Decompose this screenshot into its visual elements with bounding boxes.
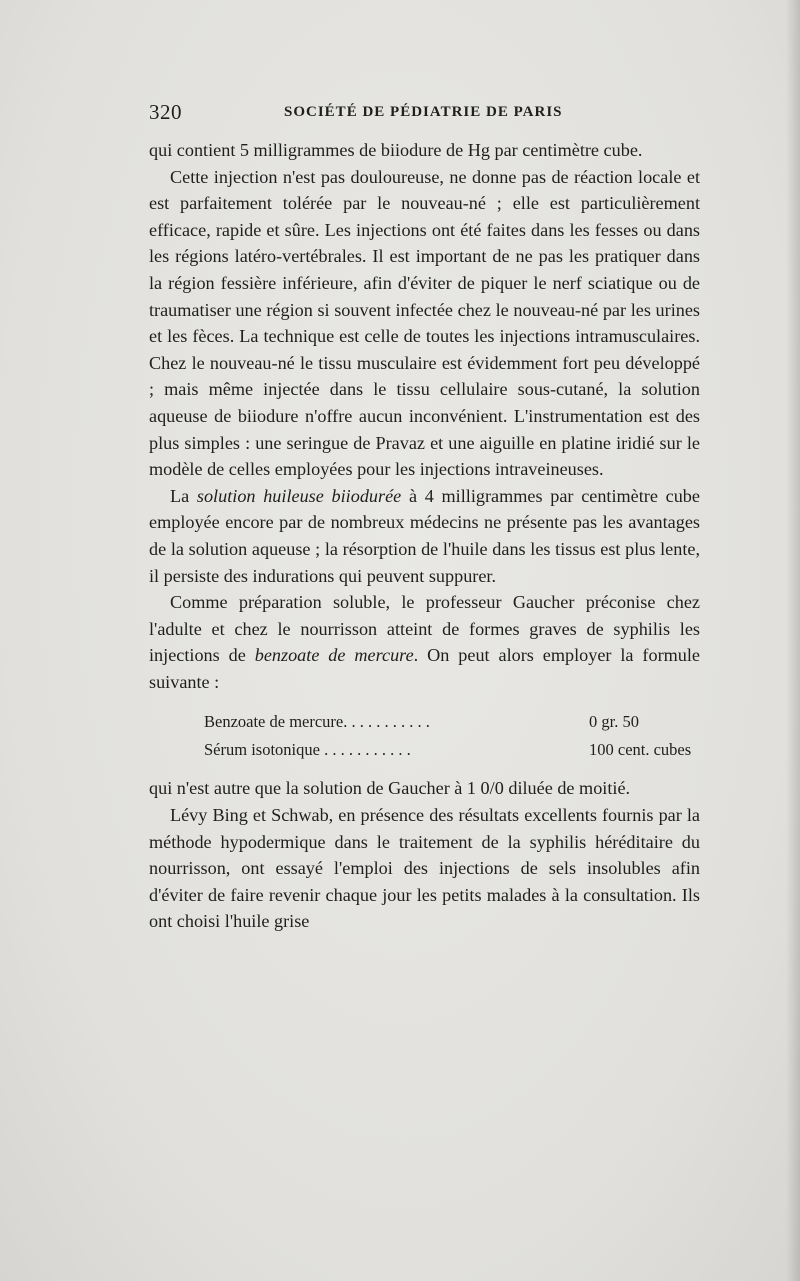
paragraph-3-end: à 4 milligrammes par centimètre cube employée encore par de nombreux médecins ne présente pas les avantages de la solution aqueuse ; la résorption de l'huile dans les tissus est plus lente, il persiste des indurations qui peuvent suppurer. [149, 485, 700, 586]
running-title: SOCIÉTÉ DE PÉDIATRIE DE PARIS [284, 104, 563, 120]
page-edge-shadow [786, 0, 800, 1281]
paragraph-3-start: La [170, 485, 197, 506]
paragraph-4-start: Comme préparation soluble, le professeur Gaucher préconise chez l'adulte et chez le nourrisson atteint de formes graves de syphilis les injections de [149, 592, 700, 666]
formula-table [149, 708, 700, 764]
paragraph-2: Cette injection n'est pas douloureuse, ne donne pas de réaction locale et est parfaitement tolérée par le nouveau-né ; elle est particulièrement efficace, rapide et sûre. Les injections ont été faites dans les fesses ou dans les régions latéro-vertébrales. Il est important de ne pas les pratiquer dans la région fessière inférieure, afin d'éviter de piquer le nerf sciatique ou de traumatiser une région si souvent infectée chez le nouveau-né par les urines et les fèces. La technique est celle de toutes les injections intramusculaires. Chez le nouveau-né le tissu musculaire est évidemment fort peu développé ; mais même injectée dans le tissu cellulaire sous-cutané, la solution aqueuse de biiodure n'offre aucun inconvénient. L'instrumentation est des plus simples : une seringue de Pravaz et une aiguille en platine iridié sur le modèle de celles employées pour les injections intraveineuses. [149, 166, 700, 480]
formula-ingredient: Benzoate de mercure. . . . . . . . . . . [204, 712, 430, 732]
formula-amount: 0 gr. 50 [589, 712, 639, 732]
paragraph-5: qui n'est autre que la solution de Gaucher à 1 0/0 diluée de moitié. [149, 778, 631, 799]
italic-term-benzoate: benzoate de mercure [254, 645, 414, 666]
paragraph-6: Lévy Bing et Schwab, en présence des résultats excellents fournis par la méthode hypodermique dans le traitement de la syphilis héréditaire du nourrisson, ont essayé l'emploi des injections de sels insolubles afin d'éviter de faire revenir chaque jour les petits malades à la consultation. Ils ont choisi l'huile grise [149, 805, 700, 932]
formula-ingredient: Sérum isotonique . . . . . . . . . . . [204, 740, 411, 760]
paragraph-4 [149, 589, 700, 695]
formula-amount: 100 cent. cubes [589, 740, 692, 760]
paragraph-4-end: . On peut alors employer la formule suivante : [149, 645, 701, 692]
page-header [149, 100, 700, 126]
formula-row [149, 708, 700, 736]
paragraph-3 [149, 483, 700, 589]
paragraph-1: qui contient 5 milligrammes de biiodure de Hg par centimètre cube. [149, 140, 643, 160]
page-number: 320 [149, 100, 182, 124]
formula-row [149, 736, 700, 764]
italic-term-solution-huileuse: solution huileuse biiodurée [196, 485, 402, 506]
body-text [149, 137, 700, 935]
